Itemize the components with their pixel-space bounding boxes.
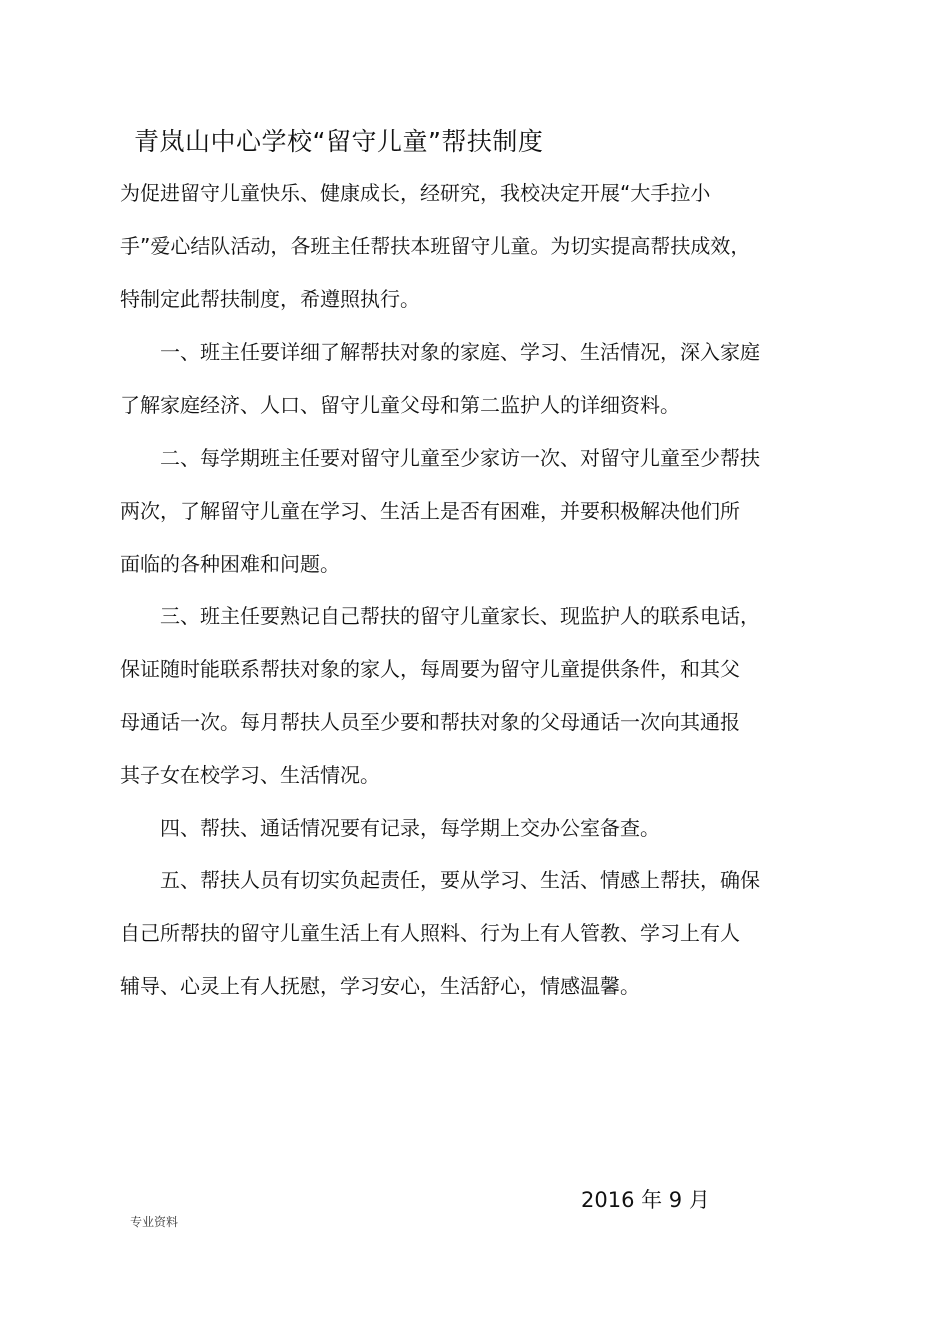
body-line-10: 保证随时能联系帮扶对象的家人，每周要为留守儿童提供条件，和其父 [120, 657, 740, 681]
body-line-15: 自己所帮扶的留守儿童生活上有人照料、行为上有人管教、学习上有人 [120, 921, 740, 945]
body-line-2: 手”爱心结队活动，各班主任帮扶本班留守儿童。为切实提高帮扶成效， [120, 234, 751, 258]
body-line-12: 其子女在校学习、生活情况。 [120, 763, 380, 787]
body-line-11: 母通话一次。每月帮扶人员至少要和帮扶对象的父母通话一次向其通报 [120, 710, 740, 734]
body-line-6: 二、每学期班主任要对留守儿童至少家访一次、对留守儿童至少帮扶 [120, 446, 760, 470]
body-line-3: 特制定此帮扶制度，希遵照执行。 [120, 287, 420, 311]
body-line-13: 四、帮扶、通话情况要有记录，每学期上交办公室备查。 [120, 816, 660, 840]
body-line-8: 面临的各种困难和问题。 [120, 552, 340, 576]
footer-label: 专业资料 [130, 1215, 179, 1229]
document-title: 青岚山中心学校“留守儿童”帮扶制度 [134, 127, 544, 156]
body-line-1: 为促进留守儿童快乐、健康成长，经研究，我校决定开展“大手拉小 [120, 181, 711, 205]
body-line-5: 了解家庭经济、人口、留守儿童父母和第二监护人的详细资料。 [120, 393, 680, 417]
document-date: 2016 年 9 月 [581, 1188, 710, 1212]
body-line-14: 五、帮扶人员有切实负起责任，要从学习、生活、情感上帮扶，确保 [120, 868, 760, 892]
body-line-16: 辅导、心灵上有人抚慰，学习安心，生活舒心，情感温馨。 [120, 974, 640, 998]
body-line-4: 一、班主任要详细了解帮扶对象的家庭、学习、生活情况，深入家庭 [120, 340, 760, 364]
body-line-7: 两次，了解留守儿童在学习、生活上是否有困难，并要积极解决他们所 [120, 499, 740, 523]
body-line-9: 三、班主任要熟记自己帮扶的留守儿童家长、现监护人的联系电话， [120, 604, 760, 628]
